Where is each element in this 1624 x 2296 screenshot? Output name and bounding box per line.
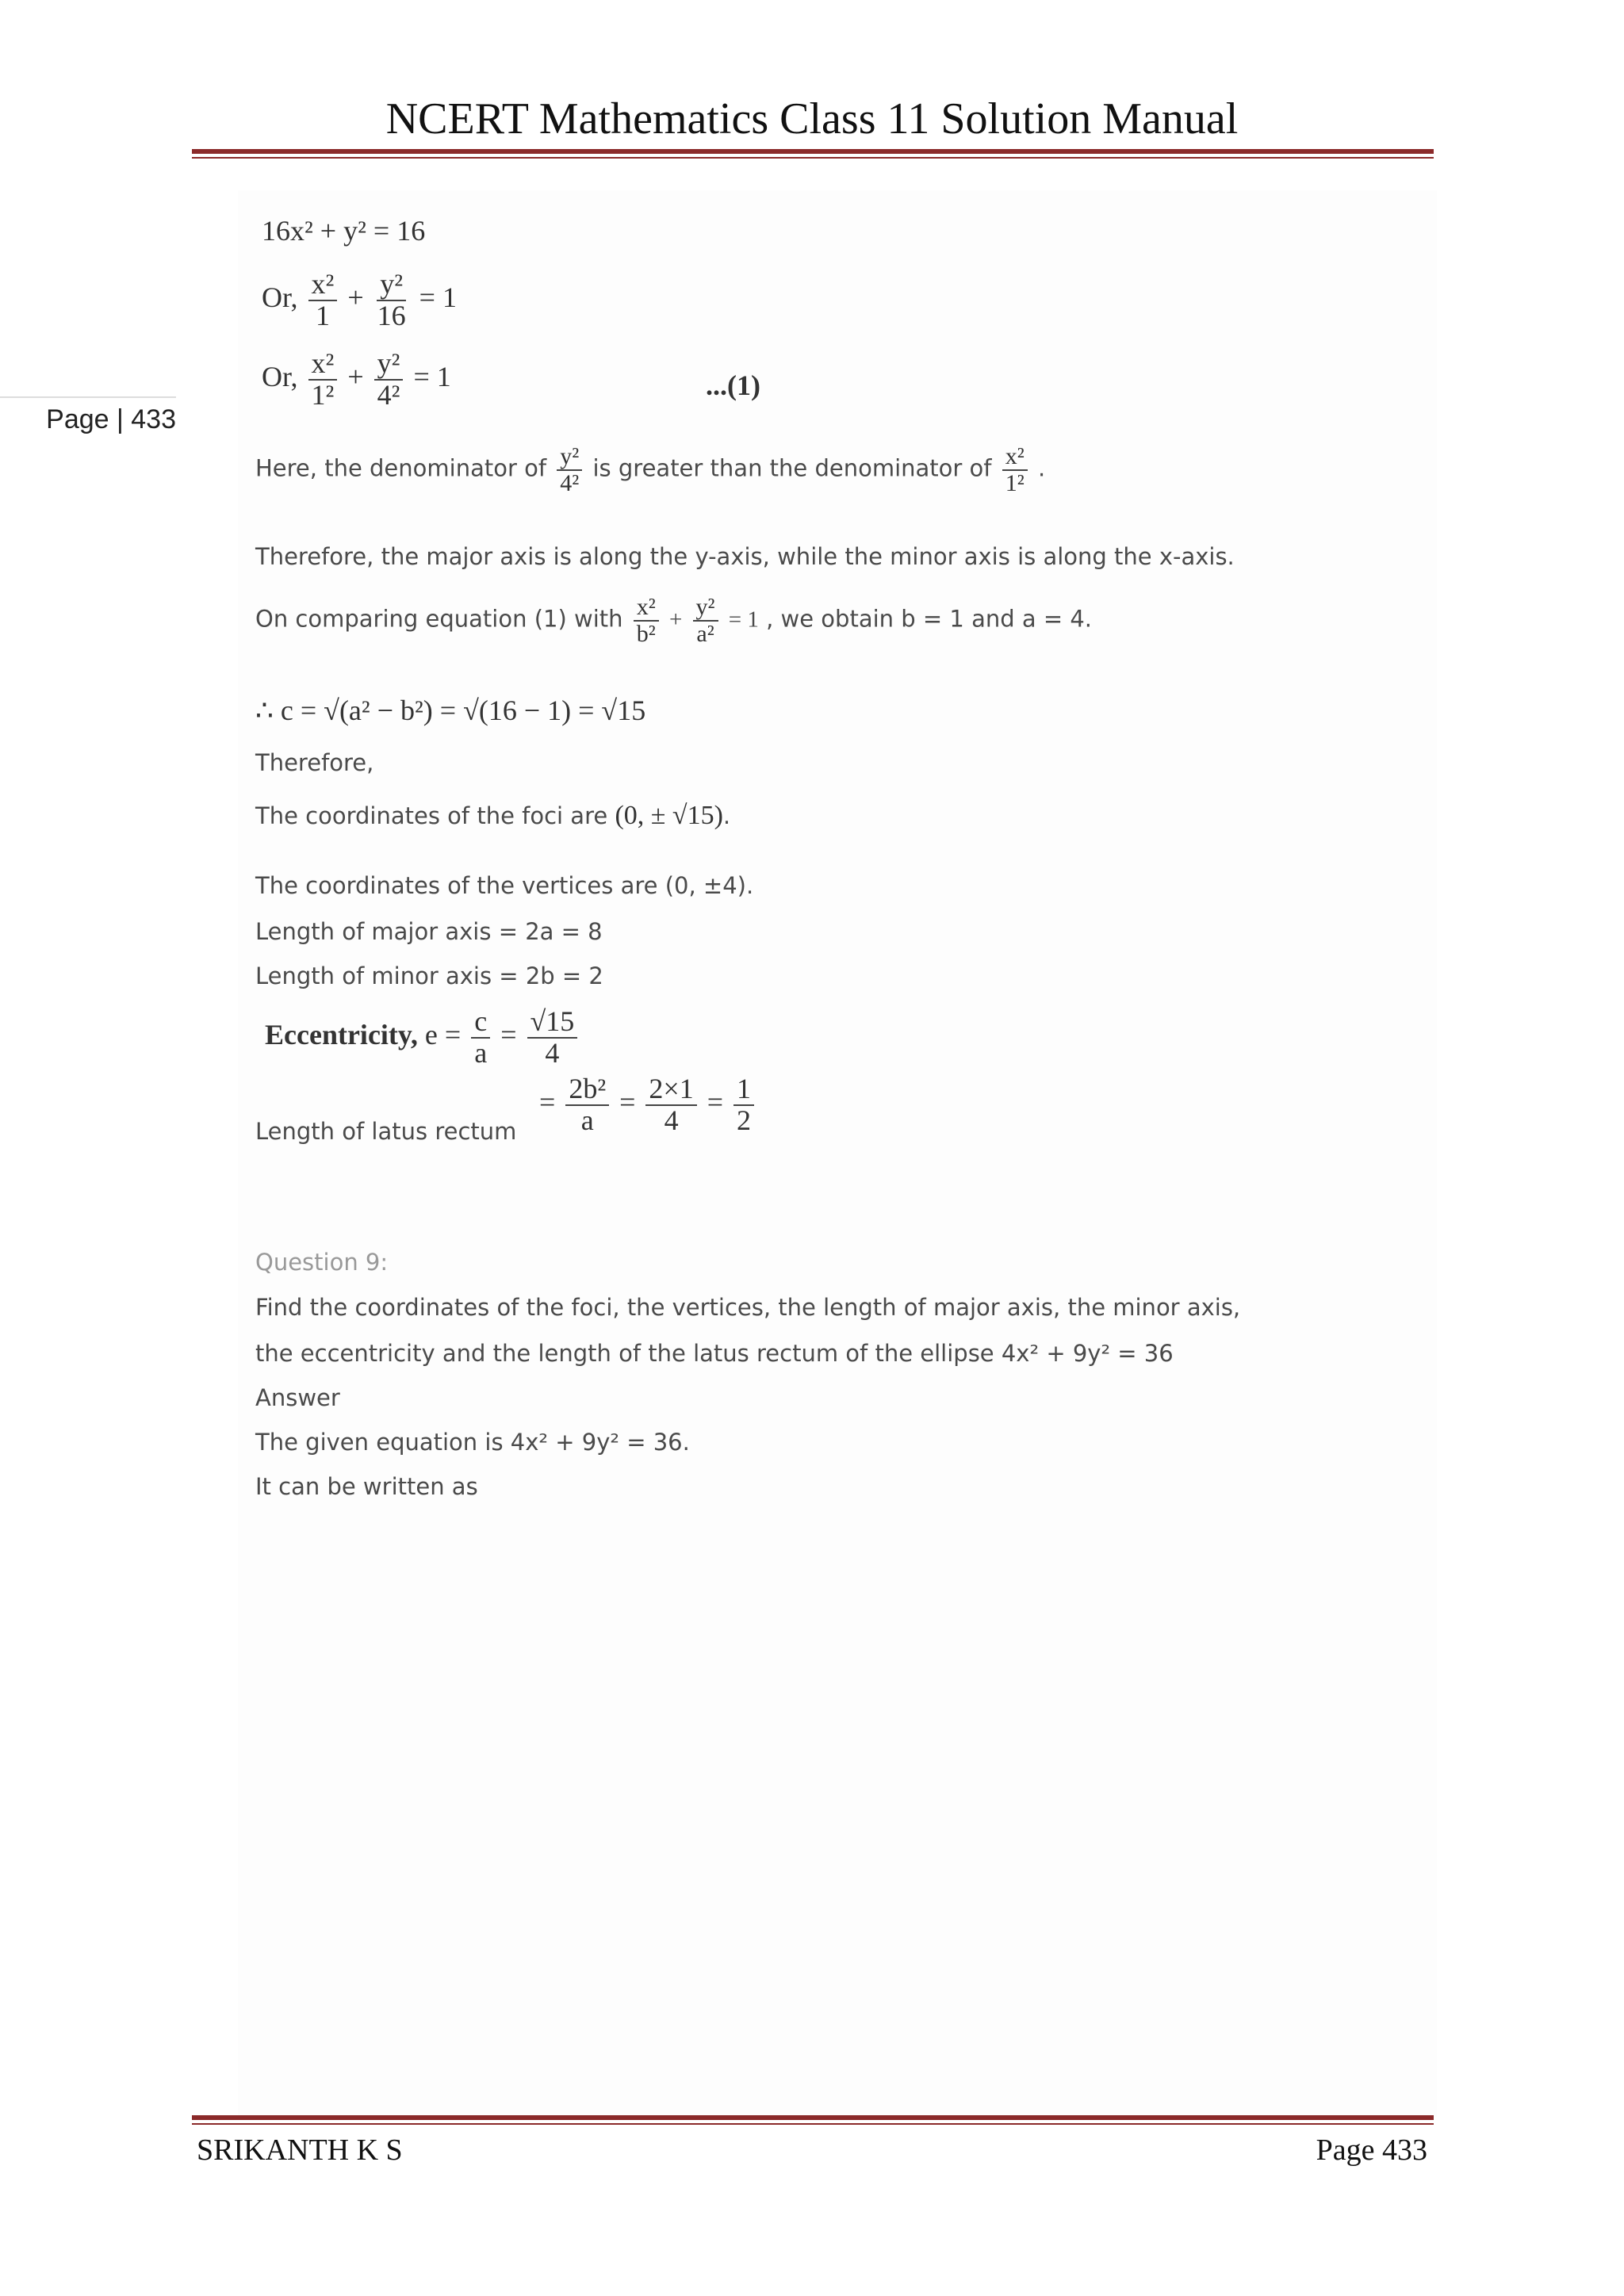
- latus-rectum-equation: = $\frac{\text{2b²}}{a}$ = $\frac{2\times 1}{4}$ = $\frac{1}{2}$: [539, 1074, 757, 1136]
- given-equation-line: The given equation is 4x² + 9y² = 36.: [255, 1429, 690, 1456]
- written-as-line: It can be written as: [255, 1473, 478, 1500]
- question-text-line-2: the eccentricity and the length of the latus rectum of the ellipse 4x² + 9y² = 36: [255, 1340, 1174, 1367]
- equation-2: Or, $\frac{\text{x²}}{1}$ + $\frac{\text{y²}}{16}$ = 1: [262, 268, 457, 331]
- major-axis-line: Therefore, the major axis is along the y-axis, while the minor axis is along the x-axis.: [255, 543, 1235, 570]
- foci-line: The coordinates of the foci are (0, ± √15).: [255, 801, 731, 830]
- equation-tag: ...(1): [706, 369, 760, 401]
- c-equation: ∴ c = √(a² − b²) = √(16 − 1) = √15: [255, 695, 646, 726]
- margin-page-label: Page | 433: [46, 404, 176, 434]
- major-axis-length: Length of major axis = 2a = 8: [255, 918, 603, 945]
- comparing-line: On comparing equation (1) with $\frac{\text{x²}}{\text{b²}}$ + $\frac{\text{y²}}{\text{a²}}$ = 1 , we obtain b = 1 and a = 4.: [255, 594, 1093, 647]
- vertices-line: The coordinates of the vertices are (0, ±4).: [255, 872, 754, 899]
- eccentricity-equation: Eccentricity, e = $\frac{c}{a}$ = $\frac{√15}{4}$: [265, 1007, 580, 1069]
- therefore-line: Therefore,: [255, 749, 374, 776]
- header-rule-thick: [192, 149, 1434, 154]
- denominator-line: Here, the denominator of $\frac{\text{y²}}{\text{4²}}$ is greater than the denominator of $\frac{\text{x²}}{\text{1²}}$ .: [255, 443, 1046, 496]
- margin-divider: [0, 396, 176, 398]
- page-header-title: NCERT Mathematics Class 11 Solution Manual: [385, 94, 1239, 144]
- footer-page-number: Page 433: [1316, 2133, 1427, 2167]
- equation-3: Or, $\frac{\text{x²}}{\text{1²}}$ + $\frac{\text{y²}}{\text{4²}}$ = 1: [262, 347, 451, 411]
- question-text-line-1: Find the coordinates of the foci, the vertices, the length of major axis, the minor axis,: [255, 1294, 1241, 1321]
- footer-author: SRIKANTH K S: [197, 2133, 403, 2167]
- minor-axis-length: Length of minor axis = 2b = 2: [255, 962, 603, 989]
- footer-rule-thin: [192, 2123, 1434, 2125]
- answer-label: Answer: [255, 1384, 340, 1411]
- latus-rectum-label: Length of latus rectum: [255, 1118, 517, 1145]
- scanned-content: [238, 190, 1437, 2117]
- foci-value: (0, ± √15): [615, 801, 723, 830]
- question-heading: Question 9:: [255, 1249, 389, 1276]
- header-rule-thin: [192, 157, 1434, 159]
- equation-1: 16x² + y² = 16: [262, 215, 426, 247]
- footer-rule-thick: [192, 2115, 1434, 2120]
